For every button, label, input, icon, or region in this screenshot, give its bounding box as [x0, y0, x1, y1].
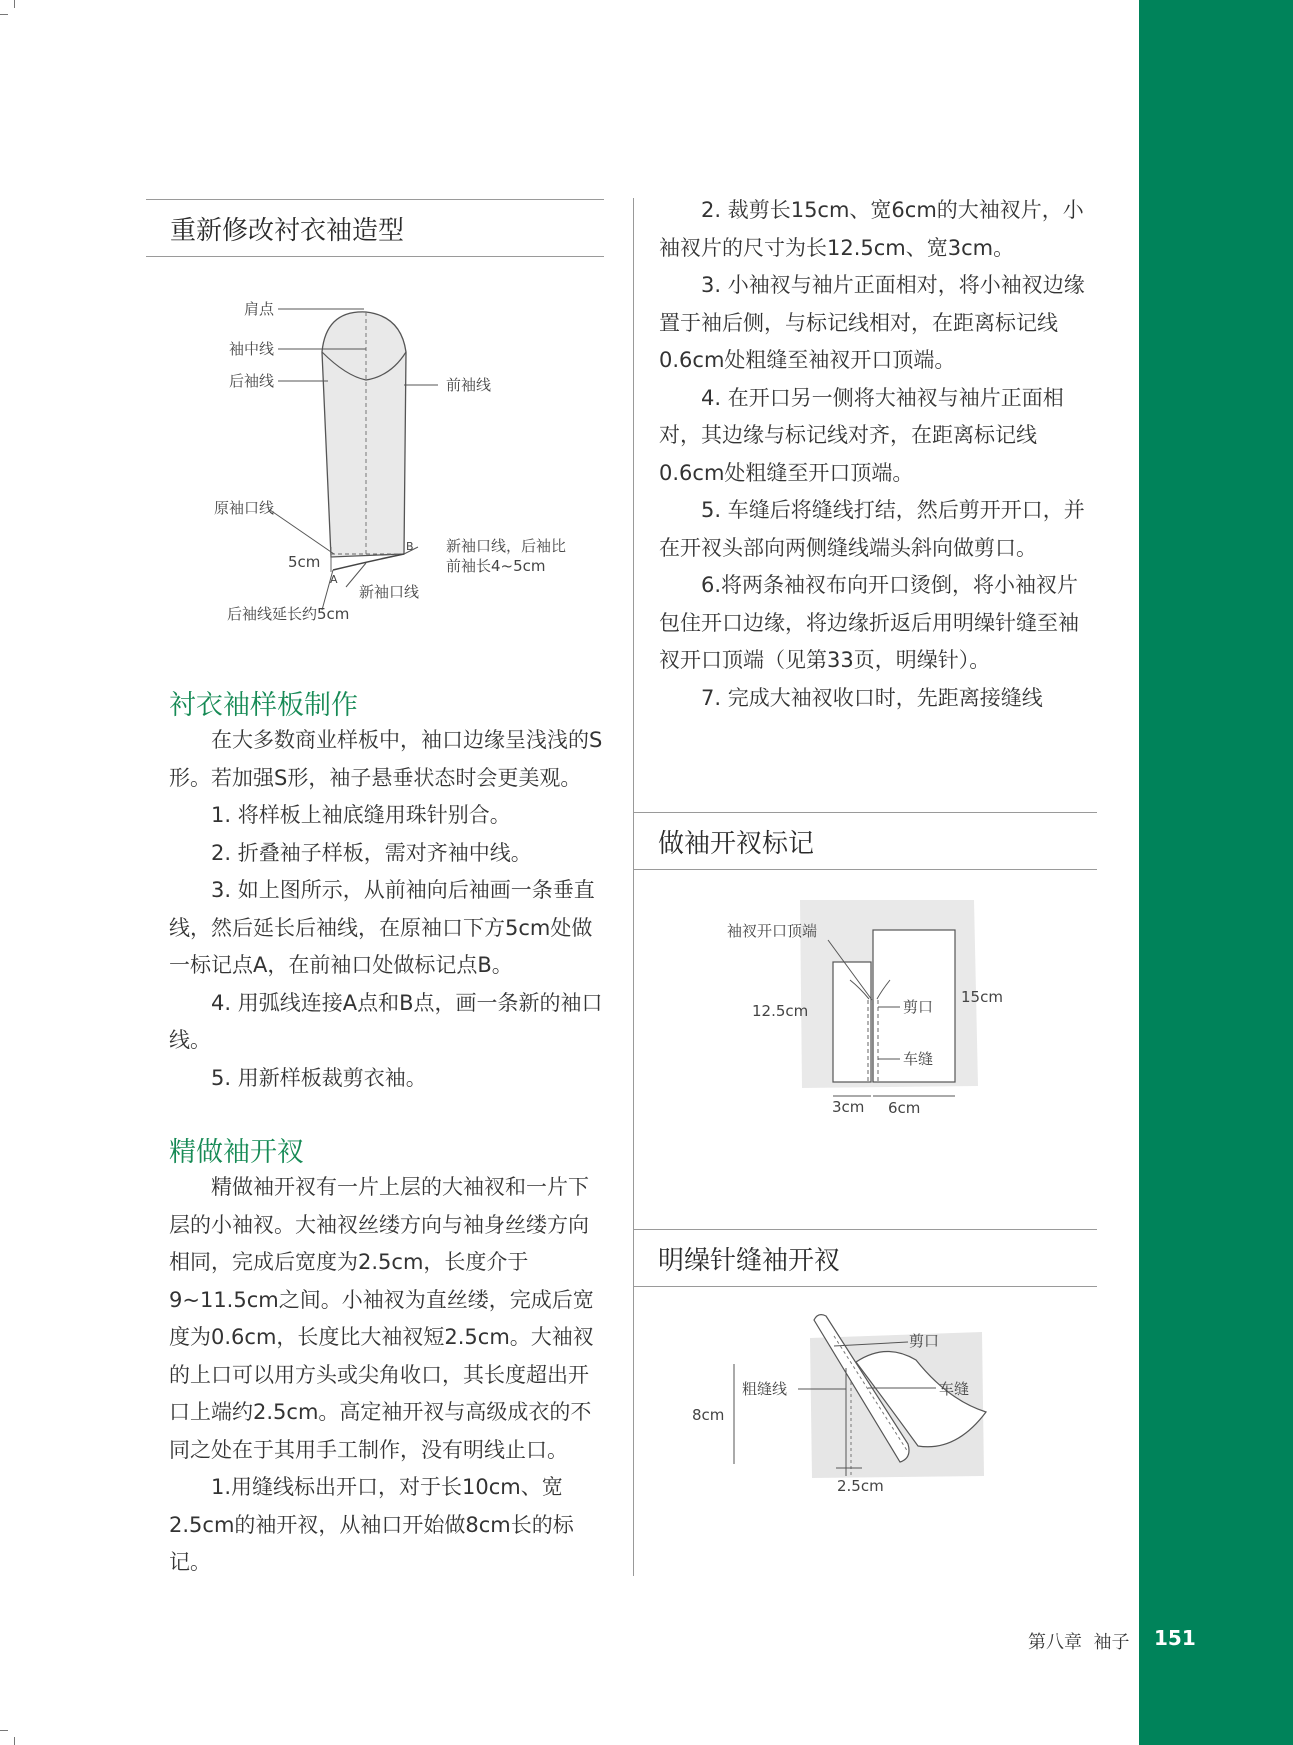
crop-mark	[14, 0, 15, 8]
paragraph: 4. 用弧线连接A点和B点，画一条新的袖口线。	[169, 990, 603, 1052]
fig-label: 12.5cm	[752, 1002, 809, 1020]
section-heading-sleeve-reshape	[146, 199, 604, 257]
fig-label: 新袖口线，后袖比	[446, 537, 567, 555]
fig-label: 8cm	[692, 1406, 725, 1424]
fig-label: 车缝	[939, 1380, 970, 1398]
paragraph: 5. 用新样板裁剪衣袖。	[211, 1065, 427, 1090]
fig-label: 剪口	[903, 998, 934, 1016]
subheading-placket: 精做袖开衩	[169, 1137, 304, 1168]
small-placket-piece	[833, 962, 871, 1082]
paragraph: 1.用缝线标出开口，对于长10cm、宽2.5cm的袖开衩，从袖口开始做8cm长的标记。	[169, 1475, 574, 1574]
paragraph: 2. 裁剪长15cm、宽6cm的大袖衩片，小袖衩片的尺寸为长12.5cm、宽3cm。	[659, 198, 1084, 260]
paragraph: 2. 折叠袖子样板，需对齐袖中线。	[211, 840, 532, 865]
figure-sleeve-reshape	[196, 292, 606, 632]
section-heading-slip-stitch	[634, 1229, 1097, 1287]
fig-label: 2.5cm	[837, 1477, 884, 1495]
fig-label: 肩点	[243, 300, 274, 318]
figure-slip-stitch-placket	[686, 1302, 996, 1502]
fig-label: 袖中线	[228, 340, 274, 358]
fig-label: 剪口	[909, 1332, 940, 1350]
section-heading-placket-marking	[634, 812, 1097, 870]
crop-mark	[14, 1737, 15, 1745]
figure-placket-marking	[720, 896, 1020, 1126]
fig-label: 袖衩开口顶端	[727, 922, 818, 940]
page-number: 151	[1154, 1626, 1196, 1650]
fig-label: 前袖长4~5cm	[446, 557, 546, 575]
fig-label: 粗缝线	[742, 1380, 788, 1398]
text-block-steps	[659, 192, 1099, 717]
crop-mark	[0, 14, 8, 15]
fig-label: 后袖线	[228, 372, 274, 390]
fig-label: 新袖口线	[359, 583, 420, 601]
fig-label: 3cm	[832, 1098, 865, 1116]
chapter-color-band	[1139, 0, 1293, 1745]
fig-label: 5cm	[288, 553, 321, 571]
paragraph: 7. 完成大袖衩收口时，先距离接缝线	[701, 685, 1043, 710]
paragraph: 4. 在开口另一侧将大袖衩与袖片正面相对，其边缘与标记线对齐，在距离标记线0.6cm处粗缝至开口顶端。	[659, 385, 1064, 485]
text-block-sleeve-pattern	[169, 722, 609, 1097]
paragraph: 精做袖开衩有一片上层的大袖衩和一片下层的小袖衩。大袖衩丝缕方向与袖身丝缕方向相同，完成后宽度为2.5cm，长度介于9~11.5cm之间。小袖衩为直丝缕，完成后宽度为0.6cm，长度比大袖衩短2.5cm。大袖衩的上口可以用方头或尖角收口，其长度超出开口上端约2.5cm。高定袖开衩与高级成衣的不同之处在于其用手工制作，没有明线止口。	[169, 1175, 594, 1462]
paragraph: 在大多数商业样板中，袖口边缘呈浅浅的S形。若加强S形，袖子悬垂状态时会更美观。	[169, 728, 603, 790]
paragraph: 1. 将样板上袖底缝用珠针别合。	[211, 803, 511, 827]
paragraph: 6.将两条袖衩布向开口烫倒，将小袖衩片包住开口边缘，将边缘折返后用明缲针缝至袖衩开口顶端（见第33页，明缲针）。	[659, 573, 1079, 672]
fig-label: A	[330, 573, 338, 586]
paragraph: 3. 小袖衩与袖片正面相对，将小袖衩边缘置于袖后侧，与标记线相对，在距离标记线0.6cm处粗缝至袖衩开口顶端。	[659, 273, 1085, 372]
fig-label: 原袖口线	[213, 499, 274, 517]
fig-label: 15cm	[961, 988, 1003, 1006]
footer-chapter: 第八章 袖子	[1028, 1632, 1130, 1653]
section-title: 明缲针缝袖开衩	[658, 1245, 841, 1276]
fig-label: 6cm	[888, 1099, 921, 1117]
paragraph: 5. 车缝后将缝线打结，然后剪开开口，并在开衩头部向两侧缝线端头斜向做剪口。	[659, 498, 1085, 560]
fig-label: 后袖线延长约5cm	[227, 605, 350, 623]
fig-label: 前袖线	[446, 376, 492, 394]
crop-mark	[0, 1730, 8, 1731]
section-title: 做袖开衩标记	[658, 828, 815, 859]
paragraph: 3. 如上图所示，从前袖向后袖画一条垂直线，然后延长后袖线，在原袖口下方5cm处做一标记点A，在前袖口处做标记点B。	[169, 878, 595, 977]
subheading-sleeve-pattern: 衬衣袖样板制作	[169, 690, 358, 721]
fig-label: B	[406, 540, 414, 553]
fig-label: 车缝	[903, 1050, 934, 1068]
column-divider	[633, 198, 634, 1576]
text-block-placket	[169, 1169, 609, 1582]
section-title: 重新修改衬衣袖造型	[170, 215, 405, 246]
